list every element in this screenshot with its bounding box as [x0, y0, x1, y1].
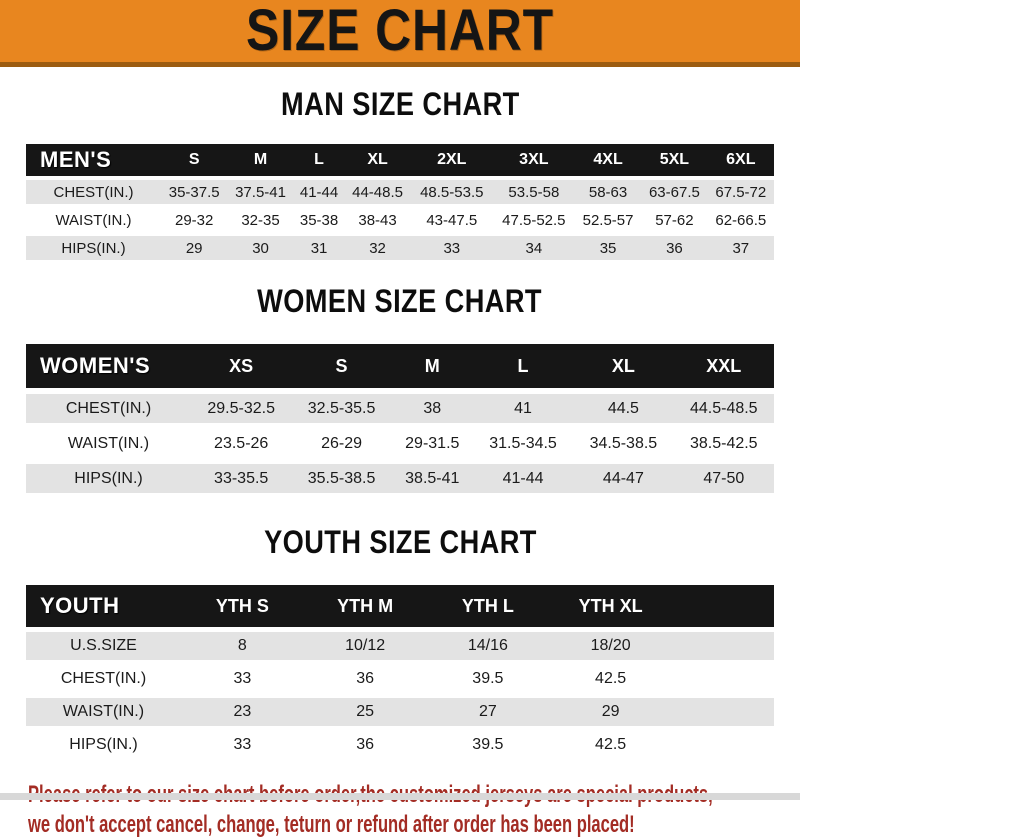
- row-label-cell: U.S.SIZE: [26, 632, 181, 660]
- size-header-cell: M: [227, 144, 293, 176]
- filler-cell: [672, 632, 774, 660]
- size-header-cell: XXL: [674, 344, 774, 388]
- table-row: [26, 429, 774, 458]
- row-label-cell: WAIST(IN.): [26, 429, 191, 458]
- size-header-cell: S: [161, 144, 227, 176]
- value-cell: 14/16: [427, 632, 550, 660]
- table-row: [26, 208, 774, 232]
- row-label-cell: HIPS(IN.): [26, 731, 181, 759]
- size-header-cell: YTH L: [427, 585, 550, 627]
- value-cell: 44-48.5: [344, 180, 410, 204]
- value-cell: 27: [427, 698, 550, 726]
- value-cell: 8: [181, 632, 304, 660]
- filler-cell: [672, 731, 774, 759]
- row-label-cell: WAIST(IN.): [26, 698, 181, 726]
- disclaimer-line-2: we don't accept cancel, change, teturn or refund after order has been placed!: [28, 811, 635, 838]
- size-header-cell: 5XL: [641, 144, 707, 176]
- size-header-cell: 3XL: [493, 144, 575, 176]
- table-row: [26, 731, 774, 759]
- value-cell: 23.5-26: [191, 429, 291, 458]
- women-section: [0, 284, 800, 499]
- value-cell: 31.5-34.5: [473, 429, 573, 458]
- value-cell: 23: [181, 698, 304, 726]
- value-cell: 47.5-52.5: [493, 208, 575, 232]
- header-row: [26, 144, 774, 176]
- size-header-cell: YTH S: [181, 585, 304, 627]
- size-header-cell: XL: [573, 344, 673, 388]
- filler-cell: [672, 585, 774, 627]
- row-label-cell: HIPS(IN.): [26, 236, 161, 260]
- value-cell: 30: [227, 236, 293, 260]
- value-cell: 33-35.5: [191, 464, 291, 493]
- value-cell: 18/20: [549, 632, 672, 660]
- youth-size-table: [26, 580, 774, 764]
- value-cell: 32-35: [227, 208, 293, 232]
- value-cell: 47-50: [674, 464, 774, 493]
- value-cell: 42.5: [549, 731, 672, 759]
- value-cell: 10/12: [304, 632, 427, 660]
- size-header-cell: 2XL: [411, 144, 493, 176]
- value-cell: 33: [411, 236, 493, 260]
- value-cell: 48.5-53.5: [411, 180, 493, 204]
- man-heading-text: MAN SIZE CHART: [280, 86, 520, 122]
- youth-size-chart-heading: [0, 525, 800, 566]
- value-cell: 44-47: [573, 464, 673, 493]
- size-header-cell: YTH XL: [549, 585, 672, 627]
- disclaimer-note: [28, 780, 800, 840]
- value-cell: 41: [473, 394, 573, 423]
- youth-heading-text: YOUTH SIZE CHART: [263, 524, 537, 560]
- table-title-cell: YOUTH: [26, 585, 181, 627]
- table-row: [26, 632, 774, 660]
- value-cell: 39.5: [427, 731, 550, 759]
- row-label-cell: HIPS(IN.): [26, 464, 191, 493]
- value-cell: 39.5: [427, 665, 550, 693]
- value-cell: 29.5-32.5: [191, 394, 291, 423]
- value-cell: 67.5-72: [708, 180, 774, 204]
- value-cell: 35-38: [294, 208, 345, 232]
- value-cell: 36: [641, 236, 707, 260]
- value-cell: 29: [161, 236, 227, 260]
- filler-cell: [672, 698, 774, 726]
- value-cell: 44.5: [573, 394, 673, 423]
- women-heading-text: WOMEN SIZE CHART: [257, 283, 543, 319]
- value-cell: 58-63: [575, 180, 641, 204]
- size-header-cell: XS: [191, 344, 291, 388]
- value-cell: 53.5-58: [493, 180, 575, 204]
- value-cell: 33: [181, 731, 304, 759]
- value-cell: 63-67.5: [641, 180, 707, 204]
- value-cell: 29-31.5: [392, 429, 473, 458]
- value-cell: 42.5: [549, 665, 672, 693]
- table-row: [26, 394, 774, 423]
- table-title-cell: WOMEN'S: [26, 344, 191, 388]
- value-cell: 38.5-42.5: [674, 429, 774, 458]
- value-cell: 35: [575, 236, 641, 260]
- table-title-cell: MEN'S: [26, 144, 161, 176]
- banner-title: SIZE CHART: [246, 0, 554, 63]
- men-section: [0, 87, 800, 264]
- size-header-cell: M: [392, 344, 473, 388]
- value-cell: 37.5-41: [227, 180, 293, 204]
- value-cell: 34.5-38.5: [573, 429, 673, 458]
- value-cell: 44.5-48.5: [674, 394, 774, 423]
- value-cell: 62-66.5: [708, 208, 774, 232]
- value-cell: 34: [493, 236, 575, 260]
- value-cell: 35.5-38.5: [291, 464, 391, 493]
- value-cell: 43-47.5: [411, 208, 493, 232]
- value-cell: 38-43: [344, 208, 410, 232]
- value-cell: 32: [344, 236, 410, 260]
- women-size-chart-heading: [0, 284, 800, 325]
- table-row: [26, 236, 774, 260]
- man-size-chart-heading: [0, 87, 800, 128]
- value-cell: 38.5-41: [392, 464, 473, 493]
- table-row: [26, 180, 774, 204]
- value-cell: 36: [304, 731, 427, 759]
- bottom-strip: [0, 793, 800, 800]
- value-cell: 25: [304, 698, 427, 726]
- value-cell: 35-37.5: [161, 180, 227, 204]
- table-row: [26, 665, 774, 693]
- table-row: [26, 698, 774, 726]
- header-row: [26, 585, 774, 627]
- value-cell: 29-32: [161, 208, 227, 232]
- value-cell: 32.5-35.5: [291, 394, 391, 423]
- size-header-cell: YTH M: [304, 585, 427, 627]
- value-cell: 52.5-57: [575, 208, 641, 232]
- value-cell: 36: [304, 665, 427, 693]
- row-label-cell: CHEST(IN.): [26, 665, 181, 693]
- value-cell: 26-29: [291, 429, 391, 458]
- value-cell: 38: [392, 394, 473, 423]
- size-chart-banner: [0, 0, 800, 67]
- size-header-cell: XL: [344, 144, 410, 176]
- value-cell: 37: [708, 236, 774, 260]
- size-header-cell: L: [473, 344, 573, 388]
- filler-cell: [672, 665, 774, 693]
- row-label-cell: WAIST(IN.): [26, 208, 161, 232]
- value-cell: 33: [181, 665, 304, 693]
- value-cell: 41-44: [473, 464, 573, 493]
- size-header-cell: S: [291, 344, 391, 388]
- size-header-cell: L: [294, 144, 345, 176]
- value-cell: 31: [294, 236, 345, 260]
- row-label-cell: CHEST(IN.): [26, 180, 161, 204]
- value-cell: 41-44: [294, 180, 345, 204]
- size-header-cell: 6XL: [708, 144, 774, 176]
- table-row: [26, 464, 774, 493]
- size-header-cell: 4XL: [575, 144, 641, 176]
- women-size-table: [26, 338, 774, 499]
- header-row: [26, 344, 774, 388]
- men-size-table: [26, 140, 774, 264]
- row-label-cell: CHEST(IN.): [26, 394, 191, 423]
- youth-section: [0, 525, 800, 764]
- value-cell: 29: [549, 698, 672, 726]
- value-cell: 57-62: [641, 208, 707, 232]
